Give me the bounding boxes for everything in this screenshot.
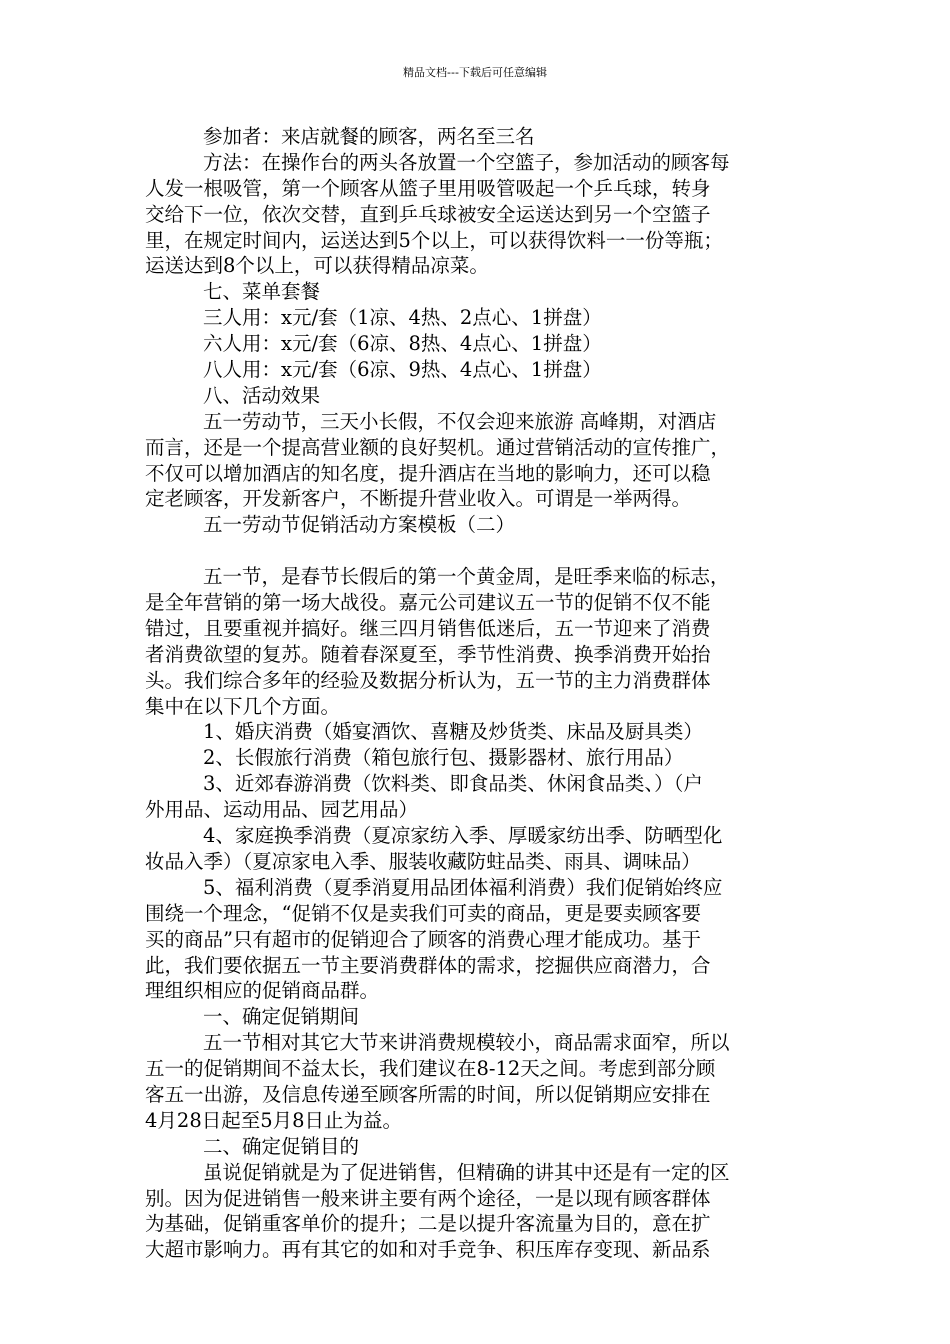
text-line: 错过，且要重视并搞好。继三四月销售低迷后，五一节迎来了消费 [145,616,711,640]
text-line: 此，我们要依据五一节主要消费群体的需求，挖掘供应商潜力，合 [145,953,711,977]
text-line: 为基础，促销重客单价的提升；二是以提升客流量为目的，意在扩 [145,1212,711,1236]
text-line: 头。我们综合多年的经验及数据分析认为，五一节的主力消费群体 [145,668,711,692]
text-line: 客五一出游，及信息传递至顾客所需的时间，所以促销期应安排在 [145,1082,711,1106]
text-line: 买的商品”只有超市的促销迎合了顾客的消费心理才能成功。基于 [145,927,701,951]
text-line: 而言，还是一个提高营业额的良好契机。通过营销活动的宣传推广， [145,435,731,459]
text-line: 八、活动效果 [203,383,321,407]
text-line: 五一节相对其它大节来讲消费规模较小，商品需求面窄，所以 [203,1031,730,1055]
text-line: 七、菜单套餐 [203,280,321,304]
text-line: 交给下一位，依次交替，直到乒乓球被安全运送达到另一个空篮子 [145,202,711,226]
text-line: 虽说促销就是为了促进销售，但精确的讲其中还是有一定的区 [203,1160,730,1184]
text-line: 六人用：x元/套（6凉、8热、4点心、1拼盘） [203,332,602,356]
text-line: 4、家庭换季消费（夏凉家纺入季、厚暖家纺出季、防晒型化 [203,824,723,848]
text-line: 一、确定促销期间 [203,1005,360,1029]
text-line: 4月28日起至5月8日止为益。 [145,1108,403,1132]
text-line: 五一劳动节，三天小长假，不仅会迎来旅游 高峰期，对酒店 [203,409,717,433]
text-line: 不仅可以增加酒店的知名度，提升酒店在当地的影响力，还可以稳 [145,461,711,485]
text-line: 运送达到8个以上，可以获得精品凉菜。 [145,254,489,278]
text-line: 大超市影响力。再有其它的如和对手竞争、积压库存变现、新品系 [145,1238,711,1262]
text-line: 2、长假旅行消费（箱包旅行包、摄影器材、旅行用品） [203,746,684,770]
text-line: 五一的促销期间不益太长，我们建议在8-12天之间。考虑到部分顾 [145,1057,716,1081]
text-line: 五一劳动节促销活动方案模板（二） [203,513,516,537]
text-line: 外用品、运动用品、园艺用品） [145,798,419,822]
text-line: 是全年营销的第一场大战役。嘉元公司建议五一节的促销不仅不能 [145,591,711,615]
text-line: 5、福利消费（夏季消夏用品团体福利消费）我们促销始终应 [203,875,723,899]
text-line: 五一节，是春节长假后的第一个黄金周，是旺季来临的标志， [203,565,730,589]
text-line: 里，在规定时间内，运送达到5个以上，可以获得饮料一一份等瓶； [145,228,723,252]
text-line: 方法：在操作台的两头各放置一个空篮子，参加活动的顾客每 [203,150,730,174]
text-line: 二、确定促销目的 [203,1134,360,1158]
text-line: 理组织相应的促销商品群。 [145,979,380,1003]
text-line: 八人用：x元/套（6凉、9热、4点心、1拼盘） [203,358,602,382]
blank-line [145,538,805,564]
text-line: 参加者：来店就餐的顾客，两名至三名 [203,125,535,148]
document-body [145,124,805,1263]
text-line: 人发一根吸管，第一个顾客从篮子里用吸管吸起一个乒乓球，转身 [145,176,711,200]
text-line: 者消费欲望的复苏。随着春深夏至，季节性消费、换季消费开始抬 [145,642,711,666]
text-line: 3、近郊春游消费（饮料类、即食品类、休闲食品类、）（户 [203,772,703,796]
text-line: 定老顾客，开发新客户，不断提升营业收入。可谓是一举两得。 [145,487,692,511]
page-header: 精品文档---下载后可任意编辑 [403,66,547,79]
text-line: 1、婚庆消费（婚宴酒饮、喜糖及炒货类、床品及厨具类） [203,720,703,744]
text-line: 妆品入季）（夏凉家电入季、服装收藏防蛀品类、雨具、调味品） [145,849,701,873]
text-line: 围绕一个理念，“促销不仅是卖我们可卖的商品，更是要卖顾客要 [145,901,701,925]
text-line: 集中在以下几个方面。 [145,694,341,718]
text-line: 别。因为促进销售一般来讲主要有两个途径，一是以现有顾客群体 [145,1186,711,1210]
text-line: 三人用：x元/套（1凉、4热、2点心、1拼盘） [203,306,602,330]
